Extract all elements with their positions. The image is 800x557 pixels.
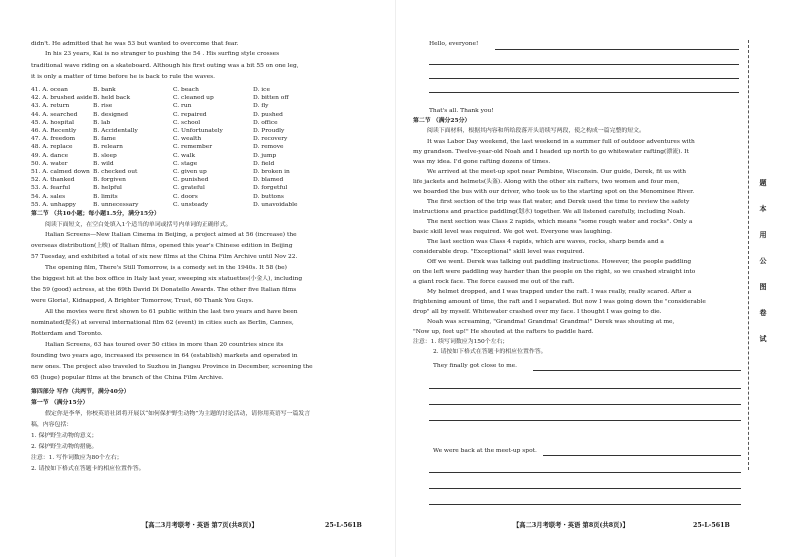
option-row xyxy=(31,193,391,201)
passage-line: 57 Tuesday, and exhibited a total of six new films at the China Film Archive until Nov 22. xyxy=(31,254,298,260)
option-cell: D. broken in xyxy=(253,169,290,176)
binding-line xyxy=(748,40,749,470)
story-line: frightening amount of time, the raft and I separated. But now I was going down the "considerable xyxy=(413,299,706,305)
prompt-line: 2. 保护野生动物的措施。 xyxy=(31,444,98,450)
option-cell: 50. A. water xyxy=(31,160,68,167)
passage-line: The opening film, There's Still Tomorrow, is a comedy set in the 1940s. It 58 (be) xyxy=(45,265,287,271)
passage-line: 65 (huge) popular films at the branch of the China Film Archive. xyxy=(31,375,224,381)
story-line: a giant rock face. The force caused me out of the raft. xyxy=(413,279,575,285)
option-row xyxy=(31,184,391,192)
option-cell: B. fame xyxy=(93,136,116,143)
option-cell: C. stage xyxy=(173,160,198,167)
option-cell: 53. A. fearful xyxy=(31,185,71,192)
answer-line xyxy=(429,404,741,405)
passage-line: All the movies were first shown to 61 public within the last two years and have been xyxy=(45,309,298,315)
intro-line: traditional wave riding on a skateboard. Although his first outing was a bit 55 on one leg, xyxy=(31,63,299,69)
option-cell: B. wild xyxy=(93,160,114,167)
option-cell: 44. A. searched xyxy=(31,111,78,118)
intro-line: didn't. He admitted that he was 53 but wanted to overcome that fear. xyxy=(31,41,239,47)
story-line: we boarded the bus with our driver, who took us to the starting spot on the Menominee River. xyxy=(413,189,695,195)
passage-line: new ones. The project also traveled to Suzhou in Jiangsu Province in December, screening the xyxy=(31,364,313,370)
story-line: drop" all by myself. Whitewater crashed over my face. I thought I was going to die. xyxy=(413,309,662,315)
passage-line: the biggest hit at the box office in Italy last year, sweeping six statuettes(小金人), including xyxy=(31,276,303,282)
prompt-line: 假定你是李华，你校英语社团将开展以“如何保护野生动物”为主题的讨论活动，请你用英语写一篇发言 xyxy=(45,411,311,417)
paragraph1-start: They finally got close to me. xyxy=(433,363,518,369)
option-row xyxy=(31,119,391,127)
option-row xyxy=(31,176,391,184)
passage-line: Italian Screens, 63 has toured over 50 cities in more than 20 countries since its xyxy=(45,342,284,348)
option-cell: B. helpful xyxy=(93,185,122,192)
story-line: Off we went. Derek was talking out paddling instructions. However, the people paddling xyxy=(427,259,692,265)
story-line: It was Labor Day weekend, the last weekend in a summer full of outdoor adventures with xyxy=(427,139,695,145)
option-cell: C. unsteady xyxy=(173,201,209,208)
option-cell: D. blamed xyxy=(253,177,284,184)
option-cell: C. doors xyxy=(173,193,198,200)
option-cell: D. pushed xyxy=(253,111,283,118)
section2-instruction-right: 阅读下面材料，根据其内容和所给段落开头语续写两段，使之构成一篇完整的短文。 xyxy=(427,128,645,134)
prompt-line: 稿，内容包括： xyxy=(31,422,73,428)
passage-line: nominated(提名) at several international film 62 (event) in cities such as Berlin, Cannes, xyxy=(31,320,294,326)
option-cell: B. sleep xyxy=(93,152,117,159)
option-row xyxy=(31,111,391,119)
option-cell: 41. A. ocean xyxy=(31,87,68,93)
story-line: basic skill level was required. We got wet. Everyone was laughing. xyxy=(413,229,613,235)
intro-line: it is only a matter of time before he is back to rule the waves. xyxy=(31,74,216,80)
answer-line xyxy=(429,92,739,93)
option-cell: 46. A. Recently xyxy=(31,128,77,135)
story-line: my grandson. Twelve-year-old Noah and I headed up north to go whitewater rafting(漂流). It xyxy=(413,149,689,155)
prompt-line: 2. 请按如下格式在答题卡的相应位置作答。 xyxy=(31,466,145,472)
note-line: 注意：1. 续写词数应为150个左右； xyxy=(413,339,509,345)
answer-line xyxy=(429,78,739,79)
option-row xyxy=(31,152,391,160)
option-row xyxy=(31,143,391,151)
answer-line xyxy=(429,420,741,421)
option-row xyxy=(31,135,391,143)
option-cell: D. field xyxy=(253,160,275,167)
option-cell: D. bitten off xyxy=(253,95,289,102)
story-line: The last section was Class 4 rapids, which are waves, rocks, sharp bends and a xyxy=(427,239,664,245)
story-line: on the left were paddling way harder than the people on the right, so we crashed straight into xyxy=(413,269,696,275)
passage-line: were Gloria!, Kidnapped, A Brighter Tomorrow, Trust, 60 Thank You Guys. xyxy=(31,298,254,304)
option-cell: C. grateful xyxy=(173,185,205,192)
part4-heading: 第四部分 写作（共两节，满分40分） xyxy=(31,388,130,395)
answer-line xyxy=(429,504,741,505)
option-cell: D. Proudly xyxy=(253,128,285,135)
part4-section1: 第一节 （满分15分） xyxy=(31,399,89,406)
option-cell: 47. A. freedom xyxy=(31,136,76,143)
story-line: life jackets and helmets(头盔). Along with the other six rafters, two women and four men, xyxy=(413,179,680,185)
option-cell: C. Unfortunately xyxy=(173,128,223,135)
option-row xyxy=(31,86,391,94)
section2-heading: 第二节 （共10小题；每小题1.5分，满分15分） xyxy=(31,210,160,217)
option-cell: D. unavoidable xyxy=(253,201,298,208)
option-row xyxy=(31,102,391,110)
option-cell: 55. A. unhappy xyxy=(31,201,77,208)
options-table xyxy=(31,86,391,209)
story-line: My helmet dropped, and I was trapped under the raft. I was really, really scared. After a xyxy=(427,289,692,295)
option-cell: B. designed xyxy=(93,111,129,118)
option-cell: C. run xyxy=(173,103,192,110)
option-cell: B. bank xyxy=(93,87,116,93)
option-cell: B. checked out xyxy=(93,169,138,176)
option-row xyxy=(31,168,391,176)
option-cell: C. school xyxy=(173,119,201,126)
prompt-line: 1. 保护野生动物的意义； xyxy=(31,433,98,439)
passage-line: the 59 (good) actress, at the 69th David Di Donatello Awards. The other five Italian films xyxy=(31,287,297,293)
option-cell: C. wealth xyxy=(173,136,202,143)
option-cell: B. Accidentally xyxy=(93,128,138,135)
option-cell: 51. A. calmed down xyxy=(31,169,90,176)
footer-right: 【高二3月考联考・英语 第8页(共8页)】 xyxy=(513,522,629,529)
story-line: "Now up, feet up!" He shouted at the rafters to paddle hard. xyxy=(413,329,594,335)
option-cell: D. ice xyxy=(253,87,270,93)
option-cell: D. fly xyxy=(253,103,269,110)
option-cell: C. repaired xyxy=(173,111,207,118)
closing: That's all. Thank you! xyxy=(429,108,494,114)
option-cell: D. forgetful xyxy=(253,185,288,192)
option-cell: B. rise xyxy=(93,103,113,110)
option-cell: 48. A. replace xyxy=(31,144,73,151)
option-row xyxy=(31,127,391,135)
answer-line xyxy=(429,488,741,489)
option-cell: 43. A. return xyxy=(31,103,70,110)
note-line: 2. 请按如下格式在答题卡的相应位置作答。 xyxy=(433,349,547,355)
option-cell: B. limits xyxy=(93,193,118,200)
option-cell: B. forgiven xyxy=(93,177,126,184)
story-line: was my idea. I'd gone rafting dozens of times. xyxy=(413,159,551,165)
option-cell: C. remember xyxy=(173,144,213,151)
answer-line xyxy=(429,64,739,65)
option-cell: B. relearn xyxy=(93,144,123,151)
option-cell: 45. A. hospital xyxy=(31,119,75,126)
answer-line xyxy=(429,472,741,473)
option-cell: B. unnecessary xyxy=(93,201,139,208)
option-cell: C. cleaned up xyxy=(173,95,214,102)
section2-heading-right: 第二节 （满分25分） xyxy=(413,117,471,124)
option-row xyxy=(31,201,391,209)
option-cell: B. lab xyxy=(93,119,111,126)
intro-line: In his 23 years, Kai is no stranger to pushing the 54 . His surfing style crosses xyxy=(45,51,280,57)
option-cell: 52. A. thanked xyxy=(31,177,75,184)
story-line: Noah was screaming, "Grandma! Grandma! Grandma!" Derek was shouting at me, xyxy=(427,319,675,325)
passage-line: Italian Screens—New Italian Cinema in Beijing, a project aimed at 56 (increase) the xyxy=(45,232,297,238)
option-cell: C. walk xyxy=(173,152,196,159)
story-line: The first section of the trip was flat water, and Derek used the time to review the safety xyxy=(427,199,690,205)
option-row xyxy=(31,160,391,168)
footer-code-left: 25-L-561B xyxy=(325,522,362,529)
option-cell: 49. A. dance xyxy=(31,152,69,159)
passage-line: overseas distribution(上映) of Italian films, opened this year's Chinese edition in Beijing xyxy=(31,243,293,249)
option-cell: 42. A. brushed aside xyxy=(31,95,93,102)
answer-line xyxy=(543,455,741,456)
option-cell: D. jump xyxy=(253,152,277,159)
greeting: Hello, everyone! xyxy=(429,41,479,47)
footer-left: 【高二3月考联考・英语 第7页(共8页)】 xyxy=(142,522,258,529)
footer-code-right: 25-L-561B xyxy=(693,522,730,529)
story-line: considerable drop. "Exceptional" skill level was required. xyxy=(413,249,585,255)
passage-line: Rotterdam and Toronto. xyxy=(31,331,103,337)
answer-line xyxy=(533,370,741,371)
option-cell: C. punished xyxy=(173,177,209,184)
story-line: We arrived at the meet-up spot near Pembine, Wisconsin. Our guide, Derek, fit us with xyxy=(427,169,687,175)
option-cell: B. held back xyxy=(93,95,131,102)
option-cell: C. beach xyxy=(173,87,199,93)
story-line: instructions and practice paddling(划水) together. We all listened carefully, including Noah. xyxy=(413,209,686,215)
option-cell: D. remove xyxy=(253,144,284,151)
option-cell: 54. A. sales xyxy=(31,193,66,200)
page-7 xyxy=(0,0,395,557)
option-cell: D. office xyxy=(253,119,278,126)
page-8 xyxy=(395,0,800,557)
section2-instruction: 阅读下面短文，在空白处填入1个适当的单词或括号内单词的正确形式。 xyxy=(45,222,232,228)
answer-line xyxy=(495,49,739,50)
binding-side-text: 题 本 用 公 图 卷 试 xyxy=(759,178,767,343)
option-cell: D. recovery xyxy=(253,136,288,143)
option-row xyxy=(31,94,391,102)
paragraph2-start: We were back at the meet-up spot. xyxy=(433,448,537,454)
passage-line: founding two years ago, increased its presence in 64 (establish) markets and operated in xyxy=(31,353,298,359)
prompt-line: 注意：1. 写作词数应为80个左右； xyxy=(31,455,123,461)
answer-line xyxy=(429,388,741,389)
option-cell: D. buttons xyxy=(253,193,284,200)
option-cell: C. given up xyxy=(173,169,207,176)
story-line: The next section was Class 2 rapids, which means "some rough water and rocks". Only a xyxy=(427,219,693,225)
